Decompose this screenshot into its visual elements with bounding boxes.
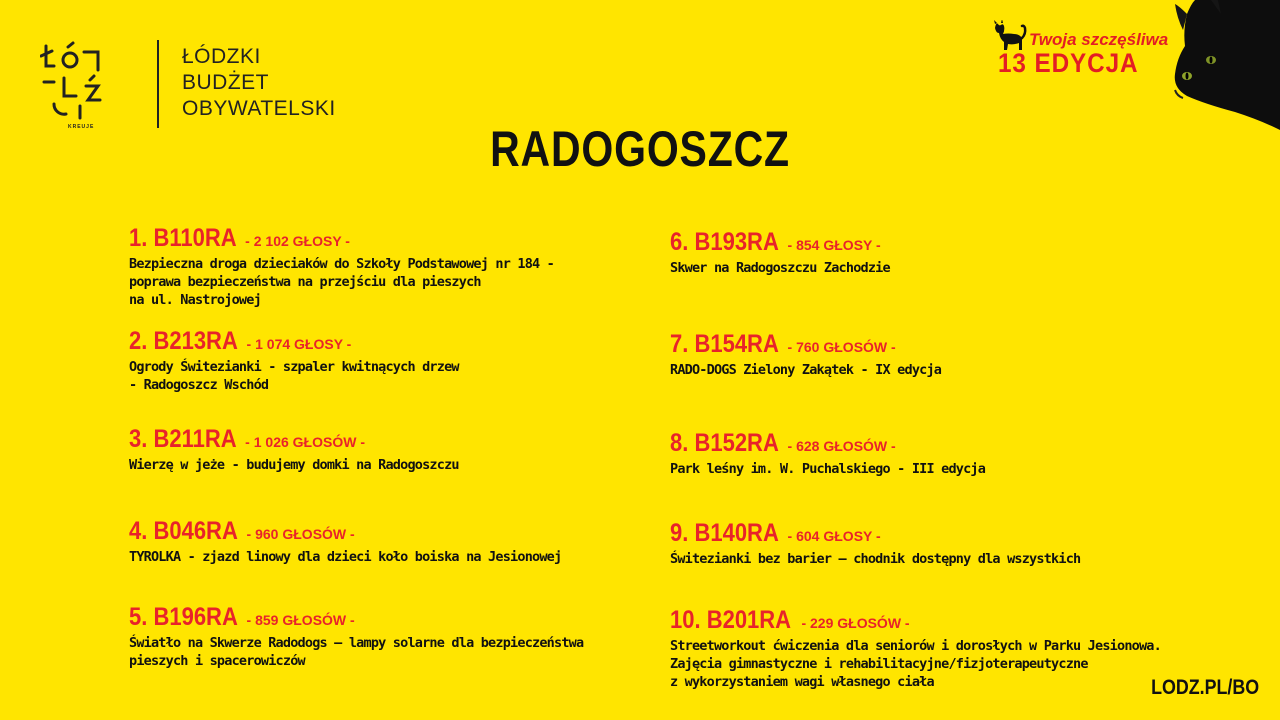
project-votes: - 1 026 GŁOSÓW - — [241, 434, 365, 450]
project-votes: - 960 GŁOSÓW - — [242, 526, 355, 542]
project-code: 10. B201RA — [670, 606, 792, 634]
project-votes: - 1 074 GŁOSY - — [242, 336, 352, 352]
project-votes: - 229 GŁOSÓW - — [797, 615, 910, 631]
edition-badge — [992, 20, 1169, 82]
project-votes: - 760 GŁOSÓW - — [783, 339, 896, 355]
project-item — [129, 327, 649, 394]
project-description: Park leśny im. W. Puchalskiego - III edycja — [670, 461, 986, 477]
lodz-logo-mark-icon — [40, 38, 106, 130]
project-code: 4. B046RA — [129, 517, 238, 545]
project-code: 6. B193RA — [670, 228, 779, 256]
project-code: 1. B110RA — [129, 224, 237, 252]
project-item — [670, 228, 1190, 277]
project-votes: - 628 GŁOSÓW - — [783, 438, 896, 454]
project-votes: - 854 GŁOSY - — [783, 237, 881, 253]
project-item — [670, 606, 1190, 691]
project-description: RADO-DOGS Zielony Zakątek - IX edycja — [670, 362, 942, 378]
lbo-logo — [40, 38, 336, 133]
logo-line-1: ŁÓDZKI — [182, 45, 261, 68]
logo-line-2: BUDŻET — [182, 71, 269, 94]
project-description: Ogrody Świtezianki - szpaler kwitnących drzew - Radogoszcz Wschód — [129, 359, 459, 393]
project-code: 2. B213RA — [129, 327, 238, 355]
project-votes: - 859 GŁOSÓW - — [242, 612, 355, 628]
project-votes: - 2 102 GŁOSY - — [241, 233, 350, 249]
project-description: Skwer na Radogoszczu Zachodzie — [670, 260, 890, 276]
project-description: Światło na Skwerze Radodogs – lampy solarne dla bezpieczeństwa pieszych i spacerowiczów — [129, 635, 584, 669]
project-item — [129, 224, 649, 309]
project-item — [670, 519, 1190, 568]
logo-subtitle: KREUJE — [68, 124, 95, 130]
project-code: 8. B152RA — [670, 429, 779, 457]
project-item — [670, 330, 1190, 379]
project-item — [670, 429, 1190, 478]
logo-divider — [157, 40, 159, 128]
project-item — [129, 517, 649, 566]
black-cat-photo-icon — [1165, 0, 1280, 130]
project-item — [129, 603, 649, 670]
logo-text — [182, 44, 336, 122]
project-description: Świtezianki bez barier – chodnik dostępny dla wszystkich — [670, 551, 1081, 567]
edition-tagline: Twoja szczęśliwa — [1029, 30, 1169, 49]
page-title: RADOGOSZCZ — [490, 121, 790, 177]
project-item — [129, 425, 649, 474]
project-description: TYROLKA - zjazd linowy dla dzieci koło boiska na Jesionowej — [129, 549, 562, 565]
project-code: 7. B154RA — [670, 330, 779, 358]
project-code: 3. B211RA — [129, 425, 237, 453]
project-code: 9. B140RA — [670, 519, 779, 547]
project-description: Wierzę w jeże - budujemy domki na Radogoszczu — [129, 457, 459, 473]
edition-number: 13 EDYCJA — [998, 48, 1139, 78]
project-description: Bezpieczna droga dzieciaków do Szkoły Podstawowej nr 184 - poprawa bezpieczeństwa na przejściu dla pieszych na ul. Nastrojowej — [129, 256, 555, 308]
project-description: Streetworkout ćwiczenia dla seniorów i dorosłych w Parku Jesionowa. Zajęcia gimnastyczne i rehabilitacyjne/fizjoterapeutyczne z wykorzystaniem wagi własnego ciała — [670, 638, 1161, 690]
project-votes: - 604 GŁOSY - — [783, 528, 881, 544]
footer-link[interactable]: LODZ.PL/BO — [1150, 676, 1259, 699]
logo-line-3: OBYWATELSKI — [182, 97, 336, 120]
project-code: 5. B196RA — [129, 603, 238, 631]
